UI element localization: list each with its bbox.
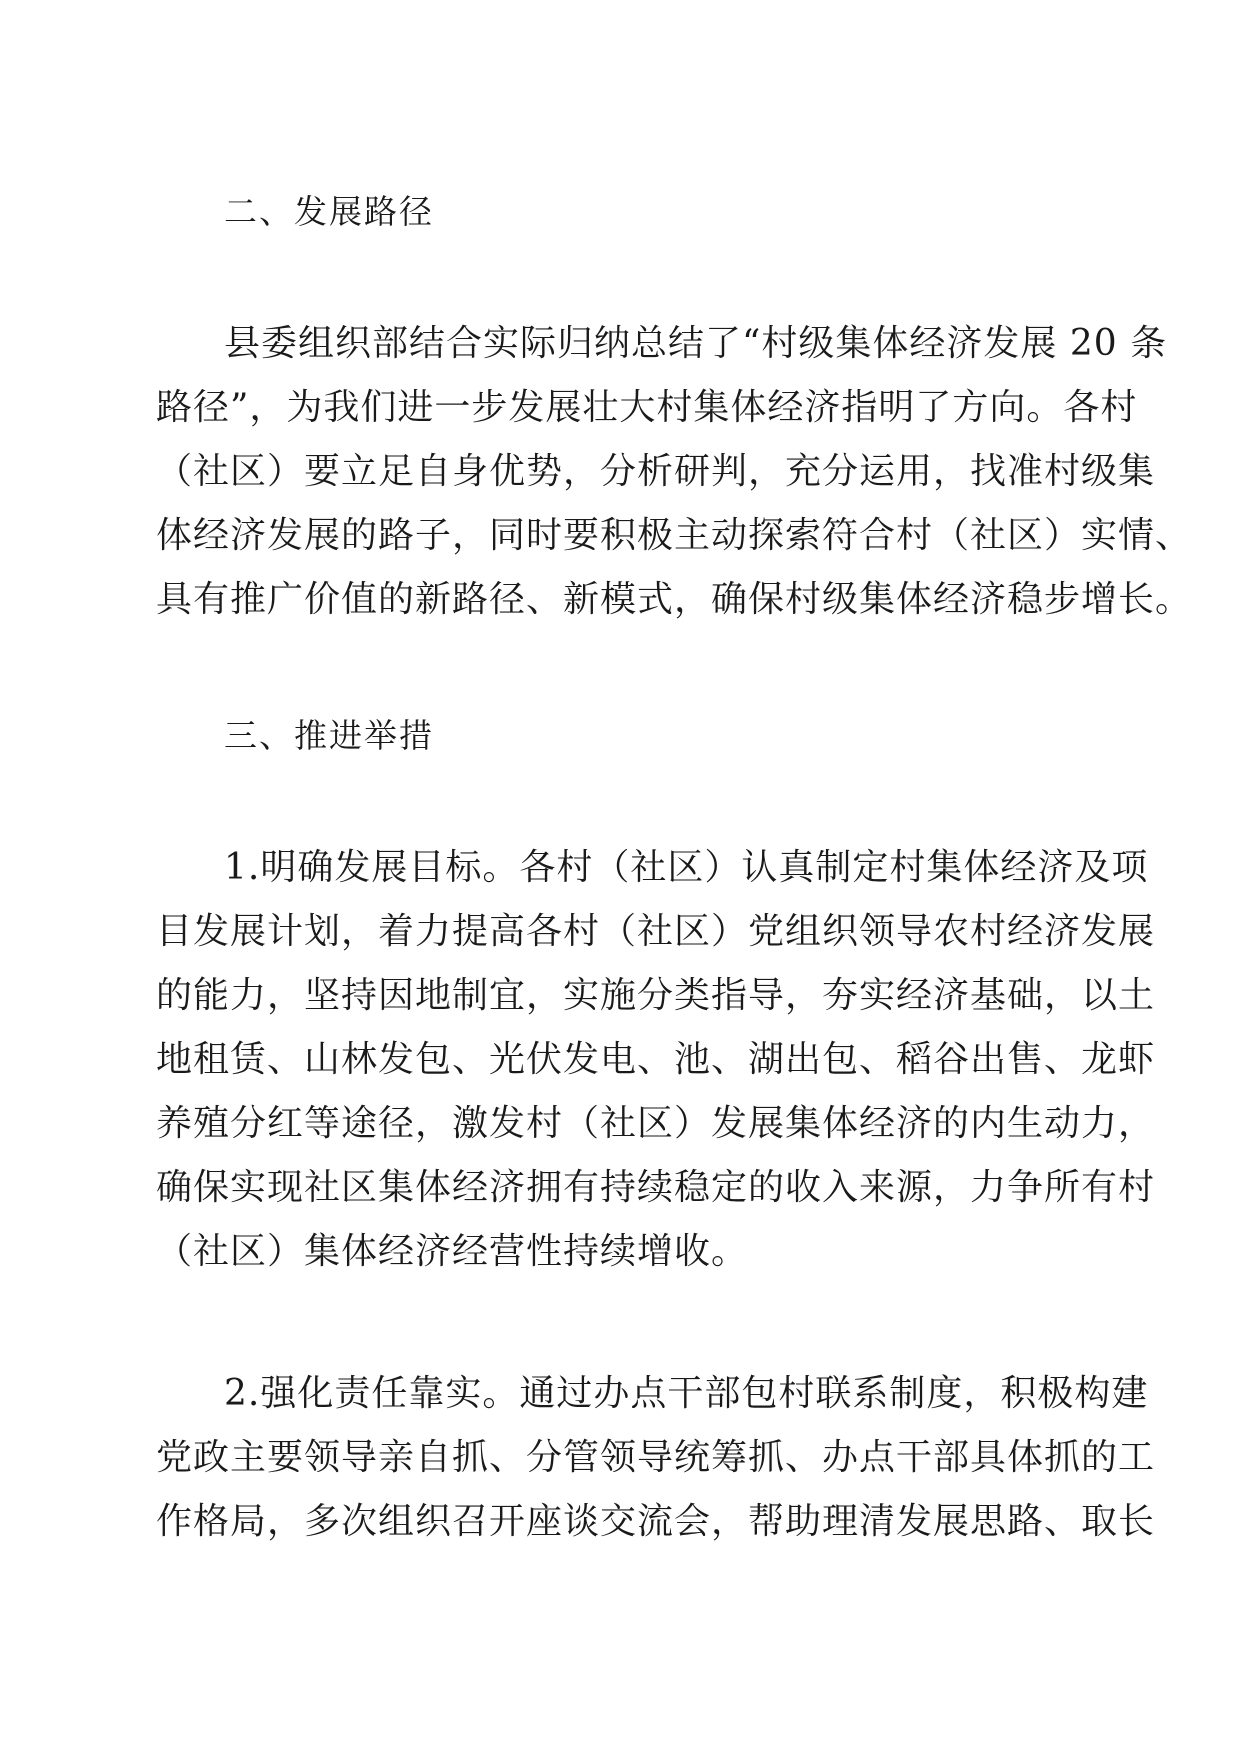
paragraph-line: 目发展计划，着力提高各村（社区）党组织领导农村经济发展 [156, 911, 1156, 952]
section-heading-3: 三、推进举措 [224, 716, 434, 755]
paragraph-line: （社区）集体经济经营性持续增收。 [156, 1231, 749, 1272]
paragraph-line: 的能力，坚持因地制宜，实施分类指导，夯实经济基础，以土 [156, 975, 1156, 1016]
paragraph-development-path [156, 312, 1193, 632]
paragraph-line: 具有推广价值的新路径、新模式，确保村级集体经济稳步增长。 [156, 579, 1193, 620]
paragraph-line: 养殖分红等途径，激发村（社区）发展集体经济的内生动力， [156, 1103, 1156, 1144]
paragraph-line: 党政主要领导亲自抓、分管领导统筹抓、办点干部具体抓的工 [156, 1437, 1156, 1478]
paragraph-line: 1.明确发展目标。各村（社区）认真制定村集体经济及项 [224, 847, 1149, 888]
paragraph-line: 县委组织部结合实际归纳总结了“村级集体经济发展 20 条 [224, 323, 1168, 364]
paragraph-line: 确保实现社区集体经济拥有持续稳定的收入来源，力争所有村 [156, 1167, 1156, 1208]
paragraph-line: 地租赁、山林发包、光伏发电、池、湖出包、稻谷出售、龙虾 [156, 1039, 1156, 1080]
paragraph-line: 路径”，为我们进一步发展壮大村集体经济指明了方向。各村 [156, 387, 1138, 428]
paragraph-line: 体经济发展的路子，同时要积极主动探索符合村（社区）实情、 [156, 515, 1193, 556]
paragraph-line: 2.强化责任靠实。通过办点干部包村联系制度，积极构建 [224, 1373, 1149, 1414]
section-heading-2: 二、发展路径 [224, 192, 434, 231]
paragraph-line: 作格局，多次组织召开座谈交流会，帮助理清发展思路、取长 [156, 1501, 1156, 1542]
paragraph-clear-goals [156, 836, 1156, 1284]
paragraph-responsibility [156, 1362, 1156, 1554]
paragraph-line: （社区）要立足自身优势，分析研判，充分运用，找准村级集 [156, 451, 1156, 492]
